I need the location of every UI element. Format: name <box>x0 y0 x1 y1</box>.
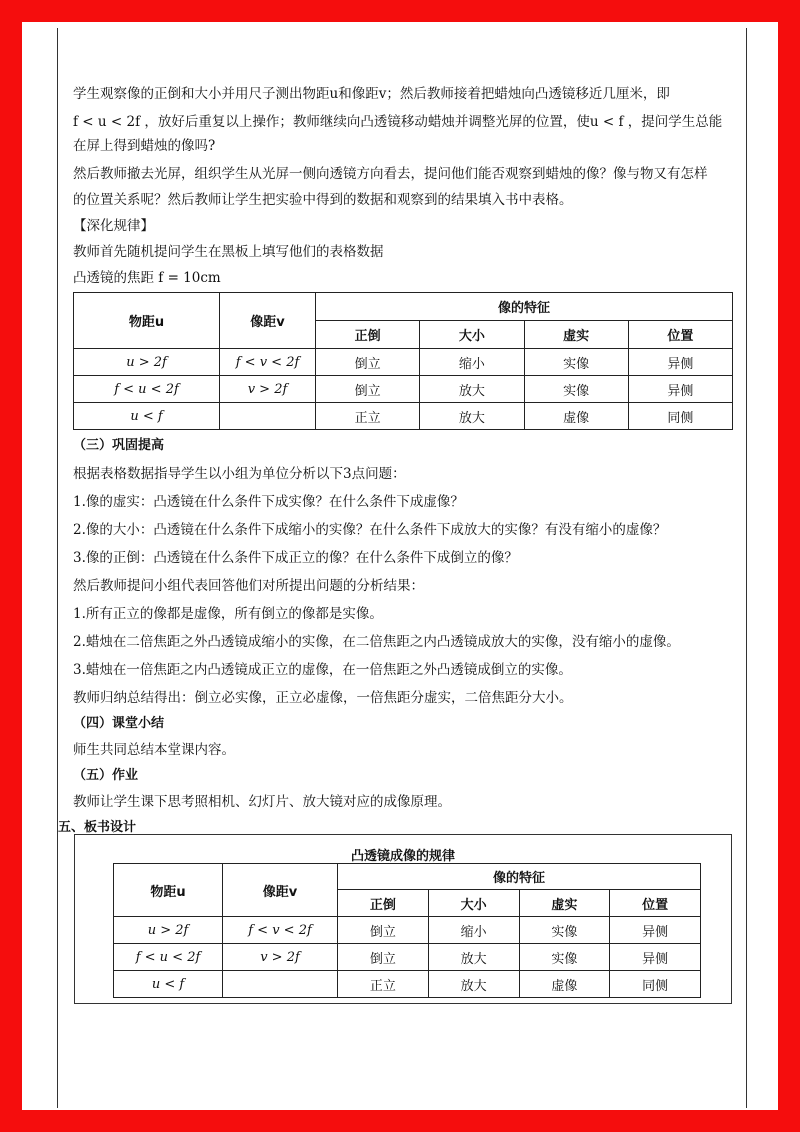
table-row <box>74 376 733 403</box>
paragraph-line: 然后教师撤去光屏，组织学生从光屏一侧向透镜方向看去，提问他们能否观察到蜡烛的像？像与物又有怎样 <box>73 166 708 182</box>
section-heading: （四）课堂小结 <box>73 716 165 731</box>
header-orientation: 正倒 <box>338 890 429 917</box>
section-heading: 五、板书设计 <box>58 820 137 835</box>
blackboard-design-box <box>74 834 732 1004</box>
board-title: 凸透镜成像的规律 <box>350 849 455 864</box>
cell: 放大 <box>420 376 524 403</box>
header-position: 位置 <box>628 321 732 349</box>
cell: 实像 <box>524 376 628 403</box>
table-row <box>114 944 701 971</box>
paragraph-line: 3.像的正倒：凸透镜在什么条件下成正立的像？在什么条件下成倒立的像？ <box>73 550 518 566</box>
header-size: 大小 <box>428 890 519 917</box>
paragraph-line: 3.蜡烛在一倍焦距之内凸透镜成正立的虚像，在一倍焦距之外凸透镜成倒立的实像。 <box>73 662 572 678</box>
cell: 实像 <box>524 349 628 376</box>
paragraph-line: 的位置关系呢？然后教师让学生把实验中得到的数据和观察到的结果填入书中表格。 <box>73 192 573 208</box>
table-row <box>114 971 701 998</box>
imaging-rule-table <box>73 292 733 430</box>
cell: 同侧 <box>610 971 701 998</box>
cell: 虚像 <box>519 971 610 998</box>
document-sheet <box>50 28 750 1108</box>
paragraph-line: 师生共同总结本堂课内容。 <box>73 742 235 758</box>
table-row <box>74 349 733 376</box>
section-heading: （三）巩固提高 <box>73 438 165 453</box>
cell: 缩小 <box>428 917 519 944</box>
paragraph-line: 2.蜡烛在二倍焦距之外凸透镜成缩小的实像，在二倍焦距之内凸透镜成放大的实像，没有缩小的虚像。 <box>73 634 680 650</box>
document-content <box>57 28 747 1108</box>
cell: 放大 <box>420 403 524 430</box>
cell: 虚像 <box>524 403 628 430</box>
cell: v > 2f <box>223 944 338 971</box>
cell <box>220 403 316 430</box>
header-type: 虚实 <box>524 321 628 349</box>
header-size: 大小 <box>420 321 524 349</box>
table-row <box>114 917 701 944</box>
cell: u < f <box>114 971 223 998</box>
cell: 倒立 <box>316 376 420 403</box>
cell: f < u < 2f <box>114 944 223 971</box>
cell: f < v < 2f <box>220 349 316 376</box>
cell <box>223 971 338 998</box>
paragraph-line: 然后教师提问小组代表回答他们对所提出问题的分析结果： <box>73 578 424 594</box>
header-position: 位置 <box>610 890 701 917</box>
cell: 实像 <box>519 917 610 944</box>
paragraph-line: 2.像的大小：凸透镜在什么条件下成缩小的实像？在什么条件下成放大的实像？有没有缩小的虚像？ <box>73 522 667 538</box>
cell: 异侧 <box>628 349 732 376</box>
header-object-distance: 物距u <box>114 864 223 917</box>
header-image-distance: 像距v <box>223 864 338 917</box>
cell: 异侧 <box>628 376 732 403</box>
header-orientation: 正倒 <box>316 321 420 349</box>
header-image-features: 像的特征 <box>338 864 701 890</box>
cell: f < u < 2f <box>74 376 220 403</box>
header-type: 虚实 <box>519 890 610 917</box>
paragraph-line: 教师归纳总结得出：倒立必实像，正立必虚像，一倍焦距分虚实，二倍焦距分大小。 <box>73 690 573 706</box>
cell: u > 2f <box>74 349 220 376</box>
paragraph-line: 学生观察像的正倒和大小并用尺子测出物距u和像距v；然后教师接着把蜡烛向凸透镜移近几厘米，即 <box>73 86 670 102</box>
focal-length-line: 凸透镜的焦距 f = 10cm <box>73 270 221 286</box>
cell: 实像 <box>519 944 610 971</box>
paragraph-line: 教师让学生课下思考照相机、幻灯片、放大镜对应的成像原理。 <box>73 794 451 810</box>
paragraph-line: 1.所有正立的像都是虚像，所有倒立的像都是实像。 <box>73 606 383 622</box>
cell: u < f <box>74 403 220 430</box>
paragraph-line: f < u < 2f ，放好后重复以上操作；教师继续向凸透镜移动蜡烛并调整光屏的位置，使u < f ，提问学生总能 <box>73 114 723 130</box>
cell: 放大 <box>428 944 519 971</box>
cell: 缩小 <box>420 349 524 376</box>
header-object-distance: 物距u <box>74 293 220 349</box>
board-table <box>113 863 701 998</box>
cell: u > 2f <box>114 917 223 944</box>
cell: 正立 <box>316 403 420 430</box>
cell: 倒立 <box>338 944 429 971</box>
paragraph-line: 根据表格数据指导学生以小组为单位分析以下3点问题： <box>73 466 406 482</box>
cell: 异侧 <box>610 944 701 971</box>
cell: 同侧 <box>628 403 732 430</box>
cell: 异侧 <box>610 917 701 944</box>
section-heading: 【深化规律】 <box>73 218 154 234</box>
paragraph-line: 1.像的虚实：凸透镜在什么条件下成实像？在什么条件下成虚像？ <box>73 494 464 510</box>
cell: f < v < 2f <box>223 917 338 944</box>
cell: v > 2f <box>220 376 316 403</box>
header-image-features: 像的特征 <box>316 293 733 321</box>
table-row <box>74 403 733 430</box>
header-image-distance: 像距v <box>220 293 316 349</box>
cell: 倒立 <box>338 917 429 944</box>
paragraph-line: 在屏上得到蜡烛的像吗? <box>73 138 216 154</box>
section-heading: （五）作业 <box>73 768 139 783</box>
cell: 正立 <box>338 971 429 998</box>
cell: 放大 <box>428 971 519 998</box>
paragraph-line: 教师首先随机提问学生在黑板上填写他们的表格数据 <box>73 244 384 260</box>
cell: 倒立 <box>316 349 420 376</box>
